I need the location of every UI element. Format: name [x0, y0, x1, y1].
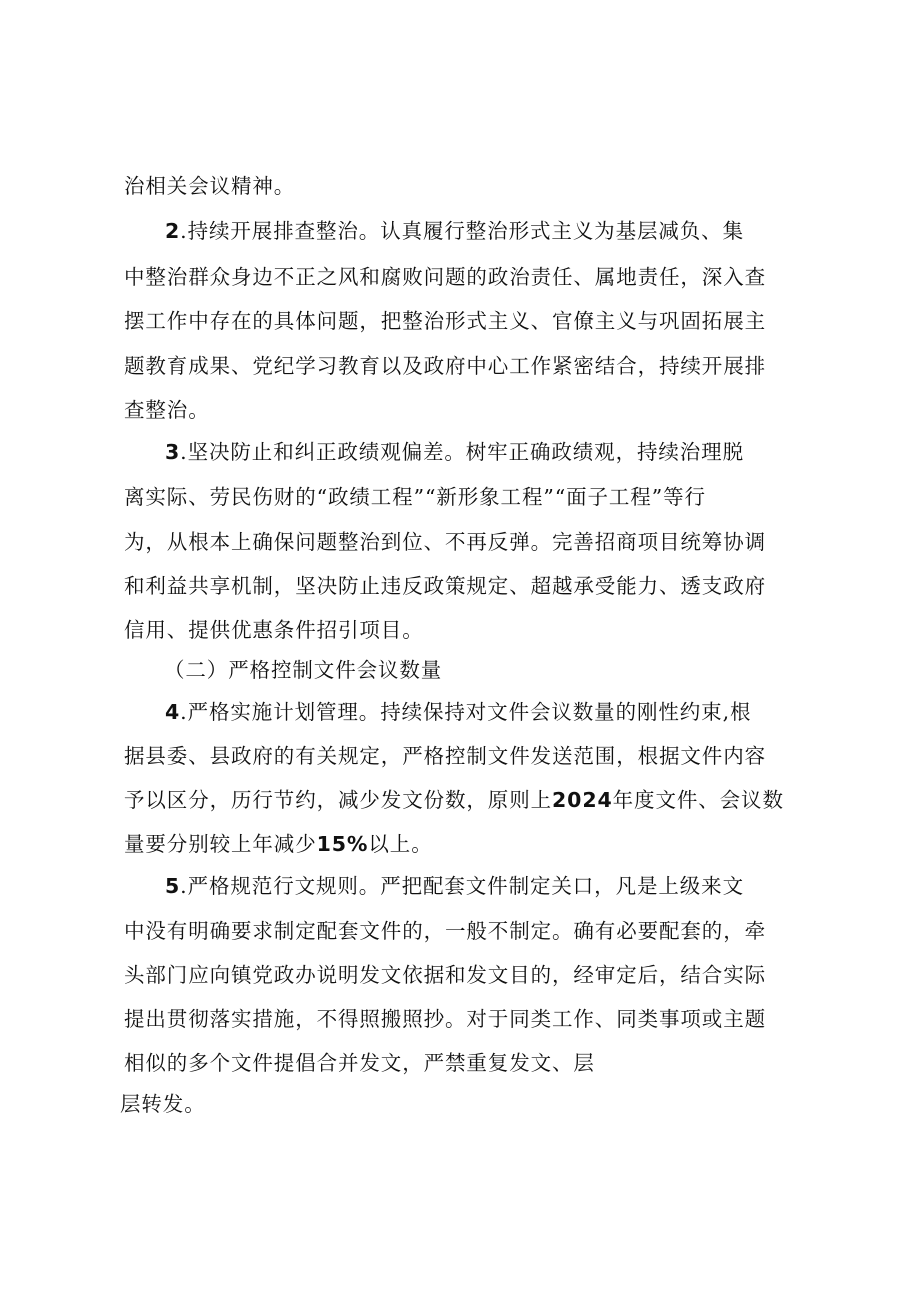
text-segment: 题教育成果、党纪学习教育以及政府中心工作紧密结合，持续开展排 [124, 354, 766, 378]
text-segment: 为，从根本上确保问题整治到位、不再反弹。完善招商项目统筹协调 [124, 530, 766, 554]
paragraph-4-line-3 [124, 786, 784, 814]
paragraph-3-line-1 [165, 438, 744, 466]
text-segment: 层转发。 [120, 1092, 206, 1116]
text-segment: 离实际、劳民伤财的“政绩工程”“新形象工程”“面子工程”等行 [124, 485, 706, 509]
year-number: 2024 [552, 788, 613, 812]
item-number: 2 [165, 219, 181, 243]
item-number: 5 [165, 874, 181, 898]
percent-number: 15% [316, 832, 369, 856]
paragraph-3-line-2 [124, 483, 706, 511]
text-segment: 相似的多个文件提倡合并发文，严禁重复发文、层 [124, 1051, 595, 1075]
paragraph-2-line-3 [124, 307, 766, 335]
paragraph-2-line-1 [165, 217, 744, 245]
text-segment: 治相关会议精神。 [124, 174, 296, 198]
text-segment: 和利益共享机制，坚决防止违反政策规定、超越承受能力、透支政府 [124, 574, 766, 598]
paragraph-5-line-2 [124, 917, 766, 945]
text-segment: 摆工作中存在的具体问题，把整治形式主义、官僚主义与巩固拓展主 [124, 309, 766, 333]
text-segment: 头部门应向镇党政办说明发文依据和发文目的，经审定后，结合实际 [124, 963, 766, 987]
text-segment: 年度文件、会议数 [612, 788, 784, 812]
paragraph-2-line-2 [124, 263, 766, 291]
paragraph-5-line-5 [124, 1049, 595, 1077]
paragraph-5-line-4 [124, 1005, 766, 1033]
paragraph-4-line-4 [124, 830, 433, 858]
text-segment: .严格实施计划管理。持续保持对文件会议数量的刚性约束,根 [180, 700, 752, 724]
text-segment: 予以区分，历行节约，减少发文份数，原则上 [124, 788, 552, 812]
paragraph-3-line-3 [124, 528, 766, 556]
paragraph-4-line-2 [124, 742, 766, 770]
paragraph-5-line-1 [165, 872, 744, 900]
paragraph-2-line-5 [124, 396, 210, 424]
text-segment: 量要分别较上年减少 [124, 832, 317, 856]
paragraph-5-line-3 [124, 961, 766, 989]
heading-text: （二）严格控制文件会议数量 [164, 658, 443, 682]
paragraph-3-line-4 [124, 572, 766, 600]
text-segment: 提出贯彻落实措施，不得照搬照抄。对于同类工作、同类事项或主题 [124, 1007, 766, 1031]
paragraph-4-line-1 [165, 698, 751, 726]
text-segment: 据县委、县政府的有关规定，严格控制文件发送范围，根据文件内容 [124, 744, 766, 768]
text-segment: 信用、提供优惠条件招引项目。 [124, 618, 424, 642]
paragraph-2-line-4 [124, 352, 766, 380]
text-segment: .持续开展排查整治。认真履行整治形式主义为基层减负、集 [180, 219, 744, 243]
paragraph-3-line-5 [124, 616, 424, 644]
text-segment: .坚决防止和纠正政绩观偏差。树牢正确政绩观，持续治理脱 [180, 440, 744, 464]
paragraph-5-line-6 [120, 1090, 206, 1118]
text-segment: 中没有明确要求制定配套文件的，一般不制定。确有必要配套的，牵 [124, 919, 766, 943]
item-number: 3 [165, 440, 181, 464]
paragraph-1-line-1 [124, 172, 295, 200]
text-segment: 查整治。 [124, 398, 210, 422]
text-segment: 中整治群众身边不正之风和腐败问题的政治责任、属地责任，深入查 [124, 265, 766, 289]
section-heading [164, 656, 442, 684]
text-segment: 以上。 [368, 832, 433, 856]
text-segment: .严格规范行文规则。严把配套文件制定关口，凡是上级来文 [180, 874, 744, 898]
item-number: 4 [165, 700, 181, 724]
